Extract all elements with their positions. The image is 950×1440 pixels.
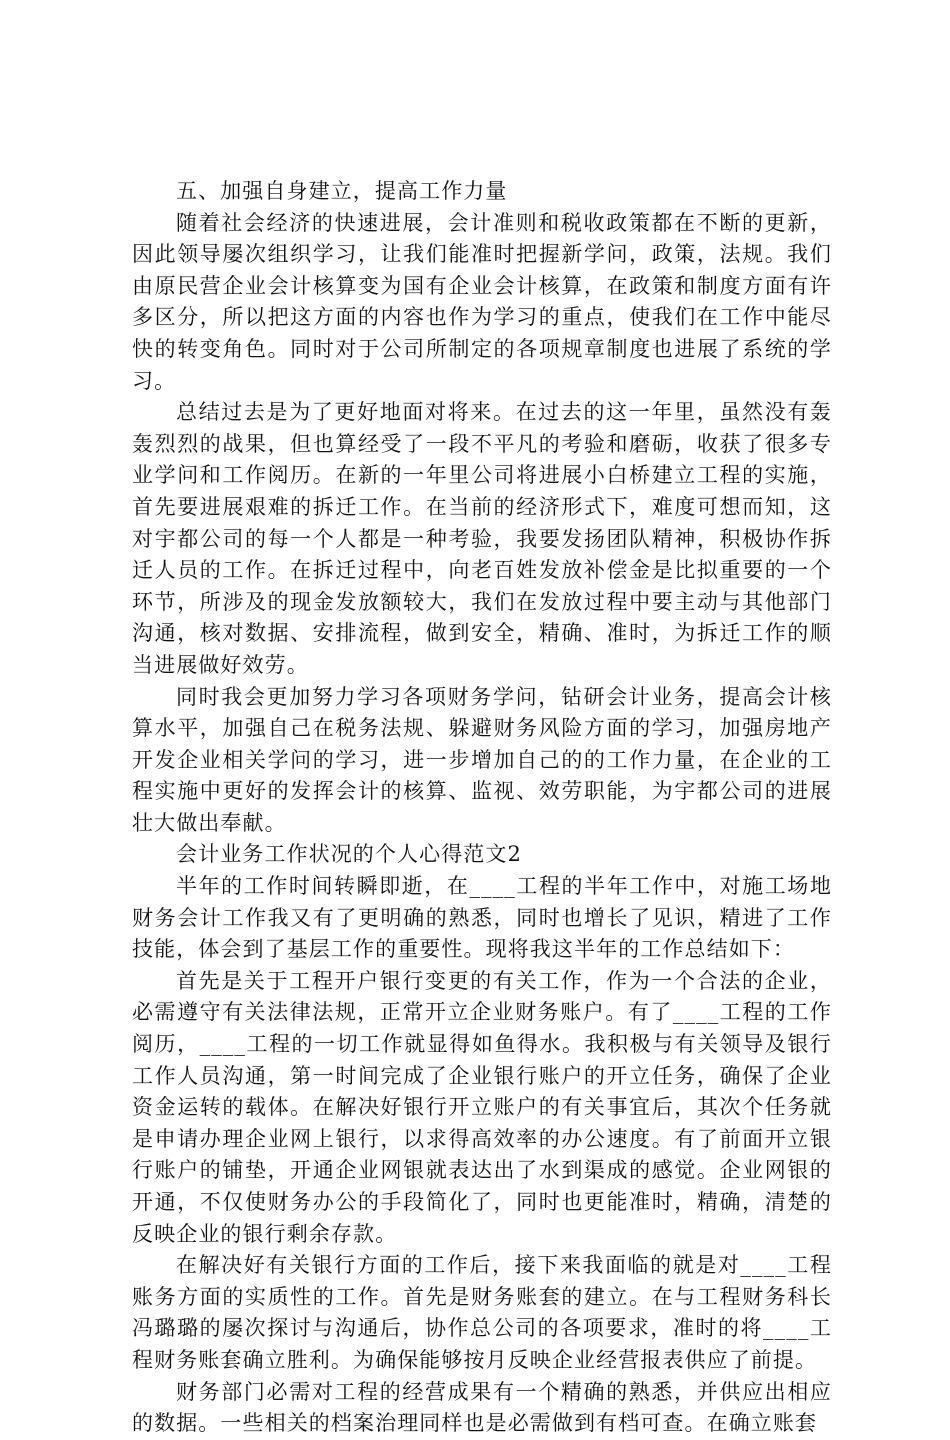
body-paragraph: 财务部门必需对工程的经营成果有一个精确的熟悉，并供应出相应的数据。一些相关的档案治理同样也是必需做到有档可查。在确立账套 (132, 1379, 832, 1436)
body-paragraph: 总结过去是为了更好地面对将来。在过去的这一年里，虽然没有轰轰烈烈的战果，但也算经受了一段不平凡的考验和磨砺，收获了很多专业学问和工作阅历。在新的一年里公司将进展小白桥建立工程的实施，首先要进展艰难的拆迁工作。在当前的经济形式下，难度可想而知，这对宇都公司的每一个人都是一种考验，我要发扬团队精神，积极协作拆迁人员的工作。在拆迁过程中，向老百姓发放补偿金是比拟重要的一个环节，所涉及的现金发放额较大，我们在发放过程中要主动与其他部门沟通，核对数据、安排流程，做到安全，精确、准时，为拆迁工作的顺当进展做好效劳。 (132, 400, 832, 677)
document-body (132, 176, 832, 1440)
body-paragraph: 随着社会经济的快速进展，会计准则和税收政策都在不断的更新，因此领导屡次组织学习，让我们能准时把握新学问，政策，法规。我们由原民营企业会计核算变为国有企业会计核算，在政策和制度方面有许多区分，所以把这方面的内容也作为学习的重点，使我们在工作中能尽快的转变角色。同时对于公司所制定的各项规章制度也进展了系统的学习。 (132, 210, 832, 393)
section-heading-five: 五、加强自身建立，提高工作力量 (176, 179, 508, 203)
body-paragraph: 同时我会更加努力学习各项财务学问，钻研会计业务，提高会计核算水平，加强自己在税务法规、躲避财务风险方面的学习，加强房地产开发企业相关学问的学习，进一步增加自己的的工作力量，在企业的工程实施中更好的发挥会计的核算、监视、效劳职能，为宇都公司的进展壮大做出奉献。 (132, 684, 832, 835)
essay-title: 会计业务工作状况的个人心得范文2 (176, 842, 522, 867)
body-paragraph: 半年的工作时间转瞬即逝，在____工程的半年工作中，对施工场地财务会计工作我又有了更明确的熟悉，同时也增长了见识，精进了工作技能，体会到了基层工作的重要性。现将我这半年的工作总结如下： (132, 874, 832, 962)
body-paragraph: 在解决好有关银行方面的工作后，接下来我面临的就是对____工程账务方面的实质性的工作。首先是财务账套的建立。在与工程财务科长冯璐璐的屡次探讨与沟通后，协作总公司的各项要求，准时的将____工程财务账套确立胜利。为确保能够按月反映企业经营报表供应了前提。 (132, 1253, 832, 1372)
body-paragraph: 首先是关于工程开户银行变更的有关工作，作为一个合法的企业，必需遵守有关法律法规，正常开立企业财务账户。有了____工程的工作阅历，____工程的一切工作就显得如鱼得水。我积极与有关领导及银行工作人员沟通，第一时间完成了企业银行账户的开立任务，确保了企业资金运转的载体。在解决好银行开立账户的有关事宜后，其次个任务就是申请办理企业网上银行，以求得高效率的办公速度。有了前面开立银行账户的铺垫，开通企业网银就表达出了水到渠成的感觉。企业网银的开通，不仅使财务办公的手段简化了，同时也更能准时，精确，清楚的反映企业的银行剩余存款。 (132, 968, 832, 1246)
